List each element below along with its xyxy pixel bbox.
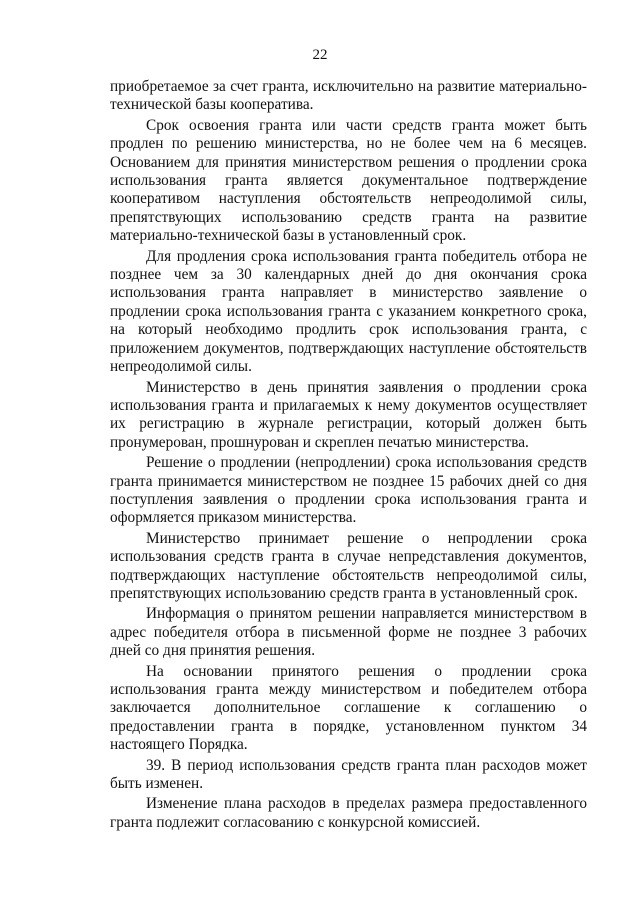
paragraph-decision-notice: Информация о принятом решении направляется министерством в адрес победителя отбора в письменной форме не позднее 3 рабочих дней со дня принятия решения.	[110, 605, 587, 660]
paragraph-extension-decision: Решение о продлении (непродлении) срока использования средств гранта принимается министерством не позднее 15 рабочих дней со дня поступления заявления о продлении срока использования гранта и оформляется приказом министерства.	[110, 454, 587, 527]
paragraph-plan-change-approval: Изменение плана расходов в пределах размера предоставленного гранта подлежит согласованию с конкурсной комиссией.	[110, 795, 587, 831]
paragraph-continuation: приобретаемое за счет гранта, исключительно на развитие материально-технической базы кооператива.	[110, 78, 587, 114]
page-number: 22	[312, 47, 328, 63]
paragraph-grant-term-extension: Срок освоения гранта или части средств гранта может быть продлен по решению министерства, но не более чем на 6 месяцев. Основанием для принятия министерством решения о продлении срока использования гранта является документальное подтверждение кооперативом наступления обстоятельств непреодолимой силы, препятствующих использованию средств гранта на развитие материально-технической базы в установленный срок.	[110, 116, 587, 245]
document-body	[110, 78, 587, 834]
paragraph-application-registration: Министерство в день принятия заявления о продлении срока использования гранта и прилагаемых к нему документов осуществляет их регистрацию в журнале регистрации, который должен быть пронумерован, прошнурован и скреплен печатью министерства.	[110, 378, 587, 451]
paragraph-additional-agreement: На основании принятого решения о продлении срока использования гранта между министерством и победителем отбора заключается дополнительное соглашение к соглашению о предоставлении гранта в порядке, установленном пунктом 34 настоящего Порядка.	[110, 662, 587, 754]
paragraph-extension-request: Для продления срока использования гранта победитель отбора не позднее чем за 30 календарных дней до дня окончания срока использования гранта направляет в министерство заявление о продлении срока использования гранта с указанием конкретного срока, на который необходимо продлить срок использования гранта, с приложением документов, подтверждающих наступление обстоятельств непреодолимой силы.	[110, 247, 587, 376]
paragraph-item-39: 39. В период использования средств гранта план расходов может быть изменен.	[110, 756, 587, 793]
paragraph-refusal-decision: Министерство принимает решение о непродлении срока использования средств гранта в случае непредставления документов, подтверждающих наступление обстоятельств непреодолимой силы, препятствующих использованию средств гранта в установленный срок.	[110, 529, 587, 602]
